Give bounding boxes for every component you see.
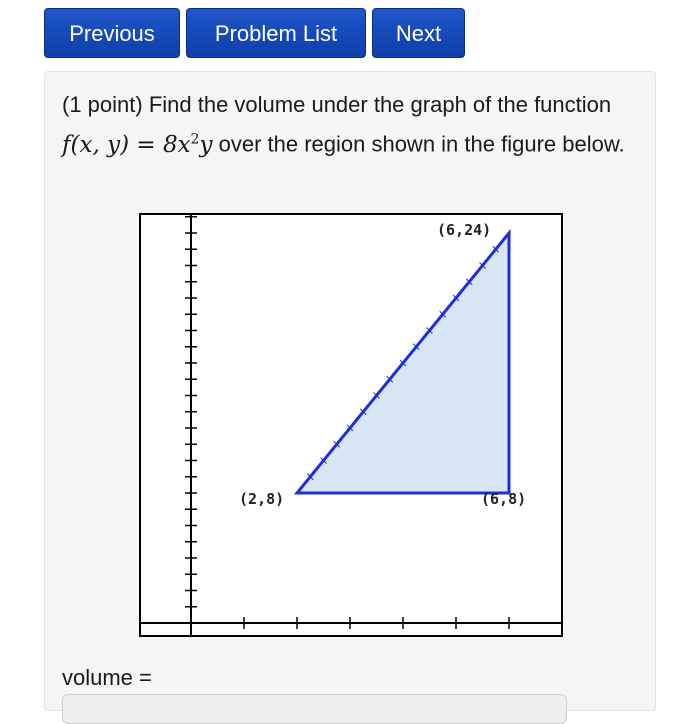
next-button[interactable]: Next (372, 8, 465, 58)
previous-button[interactable]: Previous (44, 8, 180, 58)
problem-outro: over the region shown in the figure below. (218, 131, 625, 157)
function-lhs: f(x, y) = 8x (62, 131, 191, 158)
vertex-label-6-24: (6,24) (437, 221, 492, 239)
problem-statement (62, 88, 642, 162)
function-formula (62, 132, 212, 158)
region-figure (139, 213, 563, 637)
function-exponent: 2 (190, 131, 200, 147)
problem-list-button[interactable]: Problem List (186, 8, 366, 58)
function-rhs: y (199, 131, 213, 158)
vertex-label-2-8: (2,8) (239, 490, 285, 508)
vertex-label-6-8: (6,8) (481, 490, 527, 508)
volume-input[interactable] (62, 694, 567, 724)
problem-intro: (1 point) Find the volume under the graph of the function (62, 92, 612, 117)
answer-label: volume = (62, 665, 152, 690)
problem-card (44, 71, 656, 711)
